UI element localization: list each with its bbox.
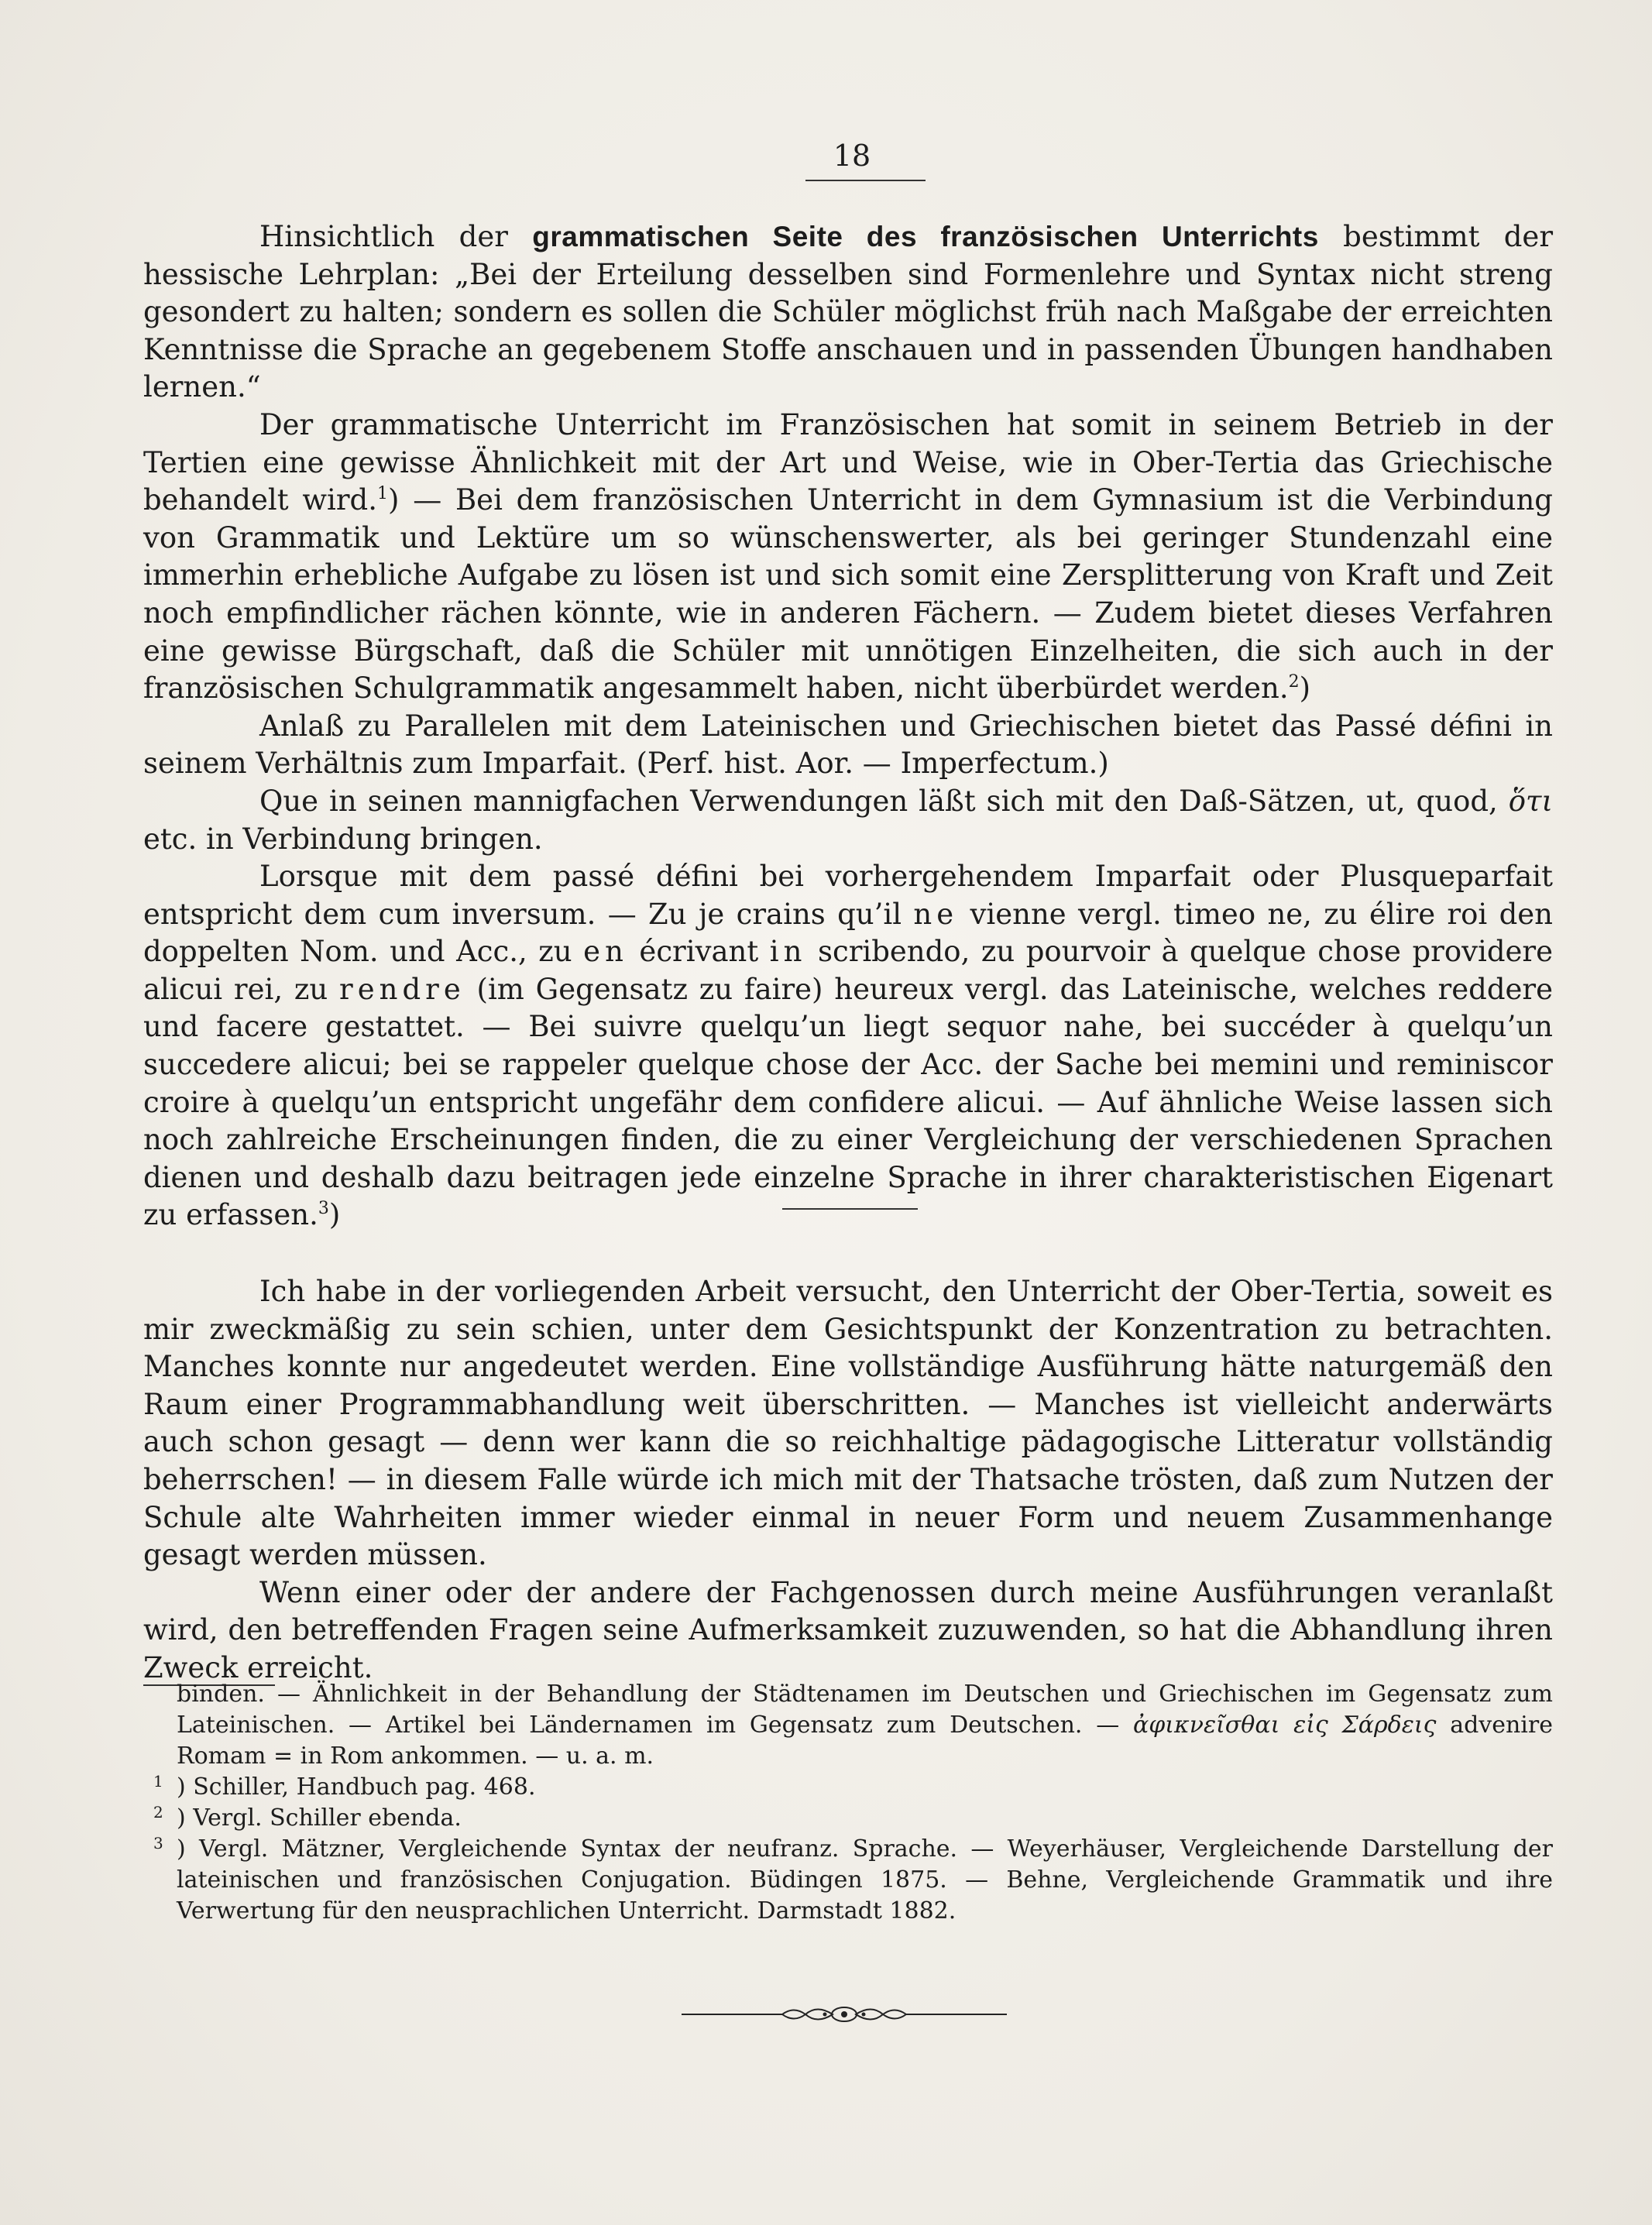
paragraph-5	[143, 858, 1553, 1234]
footnote-3: 3 ) Vergl. Mätzner, Vergleichende Syntax der neufranz. Sprache. — Weyerhäuser, Vergleichende Darstellung der lateinischen und französischen Conjugation. Büdingen 1875. — Behne, Vergleichende Grammatik und ihre Verwertung für den neusprachlichen Unterricht. Darmstadt 1882.	[153, 1834, 1553, 1925]
p4-text-a: Que in seinen mannigfachen Verwendungen läßt sich mit den Daß-Sätzen, ut, quod,	[259, 784, 1509, 818]
paragraph-6: Ich habe in der vorliegenden Arbeit versucht, den Unterricht der Ober-Tertia, soweit es mir zweckmäßig zu sein schien, unter dem Gesichtspunkt der Konzentration zu betrachten. Manches konnte nur angedeutet werden. Eine vollständige Ausführung hätte naturgemäß den Raum einer Programmabhandlung weit überschritten. — Manches ist vielleicht anderwärts auch schon gesagt — denn wer kann die so reichhaltige pädagogische Litteratur vollständig beherrschen! — in diesem Falle würde ich mich mit der Thatsache trösten, daß zum Nutzen der Schule alte Wahrheiten immer wieder einmal in neuer Form und neuem Zusammenhange gesagt werden müssen.	[143, 1275, 1553, 1572]
p5-text-c: écrivant	[627, 935, 770, 969]
footnote-2-text: ) Vergl. Schiller ebenda.	[177, 1804, 462, 1832]
footnote-ref-2: 2	[1288, 672, 1300, 692]
p5-text-a: Lorsque mit dem passé défini bei vorhergehendem Imparfait oder Plusqueparfait entspricht dem cum inversum. — Zu je crains qu’il	[143, 860, 1553, 931]
paragraph-7: Wenn einer oder der andere der Fachgenossen durch meine Ausführungen veranlaßt wird, den betreffenden Fragen seine Aufmerksamkeit zuzuwenden, so hat die Abhandlung ihren Zweck erreicht.	[143, 1575, 1553, 1684]
main-text	[143, 218, 1553, 1688]
p5-spaced-en: en	[583, 935, 628, 969]
footnote-cont-text-b: advenire Romam = in Rom ankommen. — u. a. m.	[177, 1712, 1554, 1770]
p2-text-b: ) — Bei dem französischen Unterricht in dem Gymnasium ist die Verbindung von Grammatik und Lektüre um so wünschenswerter, als bei geringer Stundenzahl eine immerhin erhebliche Aufgabe zu lösen ist und sich somit eine Zersplitterung von Kraft und Zeit noch empfindlicher rächen könnte, wie in anderen Fächern. — Zudem bietet dieses Verfahren eine gewisse Bürgschaft, daß die Schüler mit unnötigen Einzelheiten, die sich auch in der französischen Schulgrammatik angesammelt haben, nicht überbürdet werden.	[143, 483, 1553, 706]
page-number-rule	[805, 180, 926, 181]
p1-bold-heading: grammatischen Seite des französischen Unterrichts	[532, 221, 1319, 252]
page-number: 18	[833, 139, 871, 173]
footnote-1: 1 ) Schiller, Handbuch pag. 468.	[153, 1772, 536, 1801]
p1-text-a: Hinsichtlich der	[259, 220, 533, 253]
p5-text-e: (im Gegensatz zu faire) heureux vergl. das Lateinische, welches reddere und facere gestattet. — Bei suivre quelqu’un liegt sequor nahe, bei succéder à quelqu’un succedere alicui; bei se rappeler quelque chose der Acc. der Sache bei memini und reminiscor croire à quelqu’un entspricht ungefähr dem confidere alicui. — Auf ähnliche Weise lassen sich noch zahlreiche Erscheinungen finden, die zu einer Vergleichung der verschiedenen Sprachen dienen und deshalb dazu beitragen jede einzelne Sprache in ihrer charakteristischen Eigenart zu erfassen.	[143, 972, 1553, 1232]
p5-text-d: scribendo, zu pourvoir à quelque chose providere alicui rei, zu	[143, 935, 1554, 1006]
p5-spaced-in: in	[769, 935, 807, 969]
footnote-cont-greek: ἀφικνεῖσθαι εἰς Σάρδεις	[1133, 1712, 1437, 1739]
footnote-3-text: ) Vergl. Mätzner, Vergleichende Syntax der neufranz. Sprache. — Weyerhäuser, Vergleichende Darstellung der lateinischen und französischen Conjugation. Büdingen 1875. — Behne, Vergleichende Grammatik und ihre Verwertung für den neusprachlichen Unterricht. Darmstadt 1882.	[177, 1835, 1553, 1925]
p2-text-c: )	[1299, 671, 1311, 706]
footnote-2: 2 ) Vergl. Schiller ebenda.	[153, 1803, 462, 1832]
p5-text-f: )	[328, 1198, 341, 1232]
footnotes	[153, 1679, 1554, 1927]
section-divider	[782, 1208, 918, 1210]
p2-text-a: Der grammatische Unterricht im Französischen hat somit in seinem Betrieb in der Tertien eine gewisse Ähnlichkeit mit der Art und Weise, wie in Ober-Tertia das Griechische behandelt wird.	[143, 407, 1553, 517]
p4-text-b: etc. in Verbindung bringen.	[143, 822, 543, 856]
p4-greek: ὅτι	[1508, 784, 1553, 818]
p5-text-b: vienne vergl. timeo ne, zu élire roi den doppelten Nom. und Acc., zu	[143, 897, 1553, 969]
footnote-1-text: ) Schiller, Handbuch pag. 468.	[177, 1773, 536, 1801]
p5-spaced-ne: ne	[913, 897, 959, 931]
footnote-continuation	[177, 1679, 1553, 1772]
p5-spaced-rendre: rendre	[339, 972, 465, 1006]
footnote-ref-1: 1	[377, 484, 388, 504]
paragraph-1	[143, 218, 1553, 407]
paragraph-4	[143, 783, 1553, 858]
footnote-cont-text-a: binden. — Ähnlichkeit in der Behandlung der Städtenamen im Deutschen und Griechischen im Gegensatz zum Lateinischen. — Artikel bei Ländernamen im Gegensatz zum Deutschen. —	[177, 1681, 1553, 1739]
paragraph-3: Anlaß zu Parallelen mit dem Lateinischen und Griechischen bietet das Passé défini in seinem Verhältnis zum Imparfait. (Perf. hist. Aor. — Imperfectum.)	[143, 709, 1553, 781]
paragraph-2	[143, 407, 1553, 708]
p1-text-b: bestimmt der hessische Lehrplan: „Bei der Erteilung desselben sind Formenlehre und Syntax nicht streng gesondert zu halten; sondern es sollen die Schüler möglichst früh nach Maßgabe der erreichten Kenntnisse die Sprache an gegebenem Stoffe anschauen und in passenden Übungen handhaben lernen.“	[143, 220, 1554, 404]
ornament-flourish	[682, 2003, 1007, 2026]
footnote-ref-3: 3	[318, 1199, 329, 1219]
